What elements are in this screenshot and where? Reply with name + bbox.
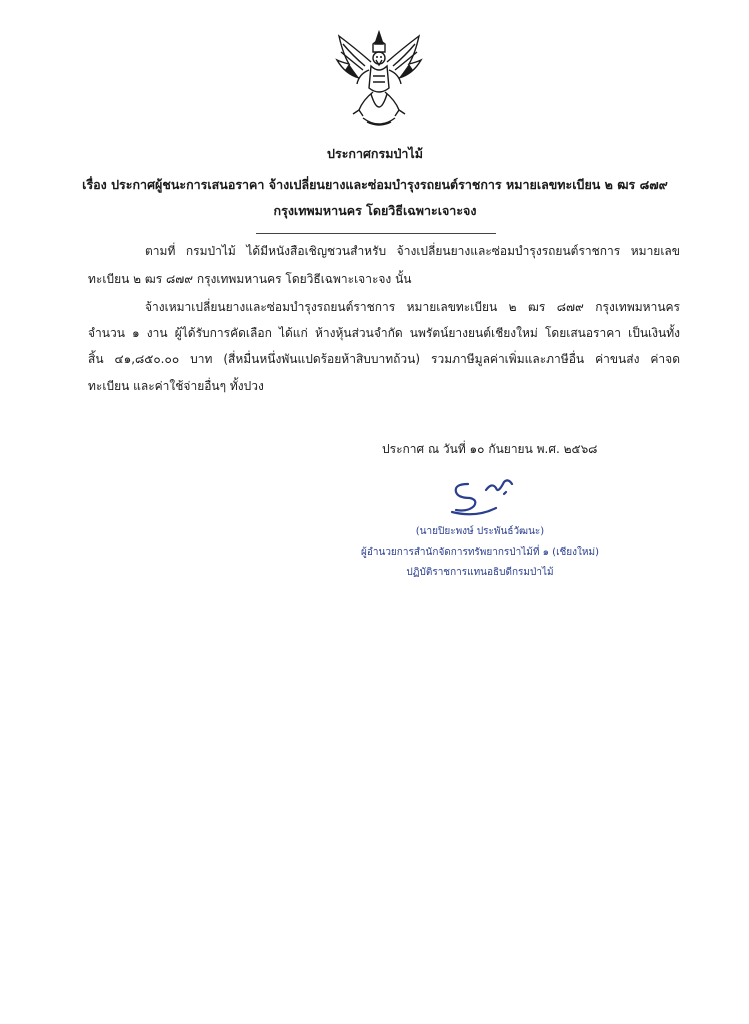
subject-line-2: กรุงเทพมหานคร โดยวิธีเฉพาะเจาะจง	[273, 203, 477, 218]
signatory-position-1: ผู้อำนวยการสำนักจัดการทรัพยากรป่าไม้ที่ ๑ (เชียงใหม่)	[361, 547, 599, 558]
heading-divider	[256, 233, 496, 234]
body-line-4: จำนวน ๑ งาน ผู้ได้รับการคัดเลือก ได้แก่ ห้างหุ้นส่วนจำกัด นพรัตน์ยางยนต์เชียงใหม่ โดยเสนอราคา เป็นเงินทั้ง	[88, 326, 680, 340]
body-line-1: ตามที่ กรมป่าไม้ ได้มีหนังสือเชิญชวนสำหรับ จ้างเปลี่ยนยางและซ่อมบำรุงรถยนต์ราชการ หมายเลข	[145, 244, 680, 258]
signatory-position-2: ปฏิบัติราชการแทนอธิบดีกรมป่าไม้	[406, 567, 554, 578]
subject-line-1: เรื่อง ประกาศผู้ชนะการเสนอราคา จ้างเปลี่ยนยางและซ่อมบำรุงรถยนต์ราชการ หมายเลขทะเบียน ๒ ฒร ๘๗๙	[82, 177, 668, 192]
body-line-3: จ้างเหมาเปลี่ยนยางและซ่อมบำรุงรถยนต์ราชการ หมายเลขทะเบียน ๒ ฒร ๘๗๙ กรุงเทพมหานคร	[145, 300, 680, 314]
body-line-5: สิ้น ๔๑,๘๕๐.๐๐ บาท (สี่หมื่นหนึ่งพันแปดร้อยห้าสิบบาทถ้วน) รวมภาษีมูลค่าเพิ่มและภาษีอื่น ค่าขนส่ง ค่าจด	[88, 352, 680, 366]
body-line-6: ทะเบียน และค่าใช้จ่ายอื่นๆ ทั้งปวง	[88, 379, 264, 393]
garuda-emblem-icon	[333, 30, 425, 130]
signatory-name: (นายปิยะพงษ์ ประพันธ์วัฒนะ)	[415, 526, 545, 537]
organization-title: ประกาศกรมป่าไม้	[327, 146, 423, 161]
handwritten-signature-icon	[446, 474, 524, 518]
body-line-2: ทะเบียน ๒ ฒร ๘๗๙ กรุงเทพมหานคร โดยวิธีเฉพาะเจาะจง นั้น	[88, 272, 412, 286]
announcement-date: ประกาศ ณ วันที่ ๑๐ กันยายน พ.ศ. ๒๕๖๘	[382, 442, 598, 456]
